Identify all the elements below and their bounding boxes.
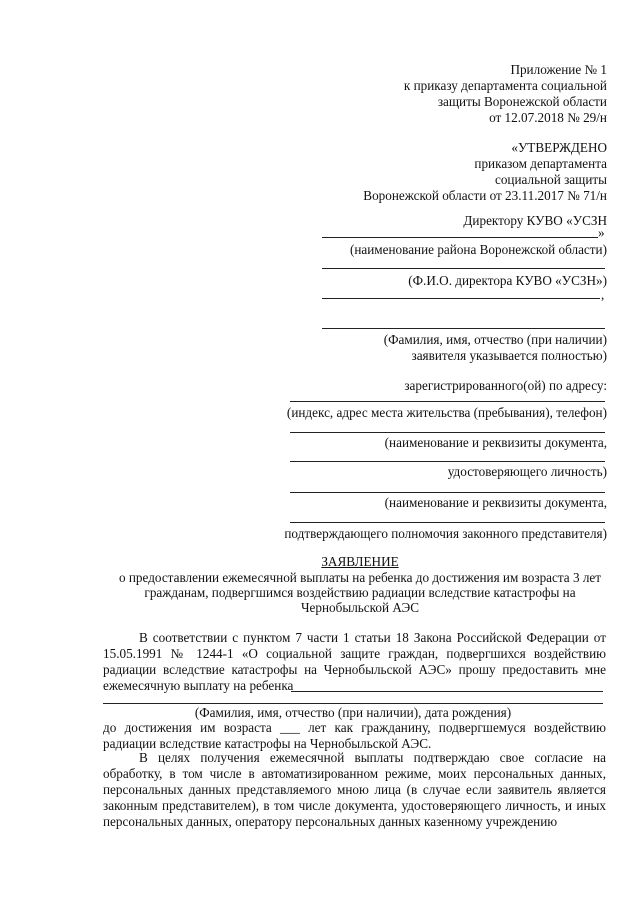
id-doc-line-2[interactable] xyxy=(290,461,605,462)
district-line[interactable] xyxy=(322,237,598,238)
body-paragraph-3: В целях получения ежемесячной выплаты подтверждаю свое согласие на обработку, в том числе в автоматизированном режиме, моих персональных данных, персональных данных представляемого мною лица (в случае если заявитель является законным представителем), в том числе документа, удостоверяющего личность, и иных персональных данных, оператору персональных данных казенному учреждению xyxy=(103,750,606,829)
id-doc-hint-1: (наименование и реквизиты документа, xyxy=(384,435,607,450)
rep-doc-line-2[interactable] xyxy=(290,522,605,523)
appendix-line-3: защиты Воронежской области xyxy=(437,94,607,109)
comma: , xyxy=(601,287,605,302)
applicant-line-2[interactable] xyxy=(322,328,605,329)
appendix-line-2: к приказу департамента социальной xyxy=(403,78,607,93)
approved-line-2: приказом департамента xyxy=(474,156,607,171)
registered-label: зарегистрированного(ой) по адресу: xyxy=(404,378,607,393)
id-doc-hint-2: удостоверяющего личность) xyxy=(447,464,607,479)
applicant-hint-1: (Фамилия, имя, отчество (при наличии) xyxy=(383,332,607,347)
approved-line-1: «УТВЕРЖДЕНО xyxy=(511,140,607,155)
rep-doc-hint-2: подтверждающего полномочия законного представителя) xyxy=(284,526,607,541)
subtitle-line-3: Чернобыльской АЭС xyxy=(300,600,420,615)
appendix-line-4: от 12.07.2018 № 29/н xyxy=(489,110,607,125)
body-paragraph-2: до достижения им возраста ___ лет как гражданину, подвергшемуся воздействию радиации вследствие катастрофы на Чернобыльской АЭС. xyxy=(103,720,606,751)
director-label: Директору КУВО «УСЗН xyxy=(463,213,607,228)
applicant-line-1[interactable] xyxy=(322,298,600,299)
applicant-hint-2: заявителя указывается полностью) xyxy=(411,348,607,363)
appendix-line-1: Приложение № 1 xyxy=(510,62,607,77)
rep-doc-hint-1: (наименование и реквизиты документа, xyxy=(384,495,607,510)
address-line[interactable] xyxy=(290,401,605,402)
district-hint: (наименование района Воронежской области) xyxy=(349,242,607,257)
subtitle-line-1: о предоставлении ежемесячной выплаты на ребенка до достижения им возраста 3 лет xyxy=(118,570,602,585)
address-hint: (индекс, адрес места жительства (пребывания), телефон) xyxy=(286,405,607,420)
director-name-line[interactable] xyxy=(322,268,605,269)
document-title: ЗАЯВЛЕНИЕ xyxy=(321,554,399,569)
child-name-hint: (Фамилия, имя, отчество (при наличии), дата рождения) xyxy=(194,705,512,720)
approved-line-3: социальной защиты xyxy=(494,172,607,187)
child-name-line-1[interactable] xyxy=(291,691,603,692)
director-name-hint: (Ф.И.О. директора КУВО «УСЗН») xyxy=(408,273,607,288)
body-paragraph-1: В соответствии с пунктом 7 части 1 статьи 18 Закона Российской Федерации от 15.05.1991 № 1244-1 «О социальной защите граждан, подвергшихся воздействию радиации вследствие катастрофы на Чернобыльской АЭС» прошу предоставить мне ежемесячную выплату на ребенка xyxy=(103,630,606,693)
subtitle-line-2: гражданам, подвергшимся воздействию радиации вследствие катастрофы на xyxy=(144,585,576,600)
child-name-line-2[interactable] xyxy=(103,703,603,704)
quote-close: » xyxy=(598,225,605,240)
rep-doc-line-1[interactable] xyxy=(290,492,605,493)
id-doc-line-1[interactable] xyxy=(290,432,605,433)
approved-line-4: Воронежской области от 23.11.2017 № 71/н xyxy=(363,188,607,203)
